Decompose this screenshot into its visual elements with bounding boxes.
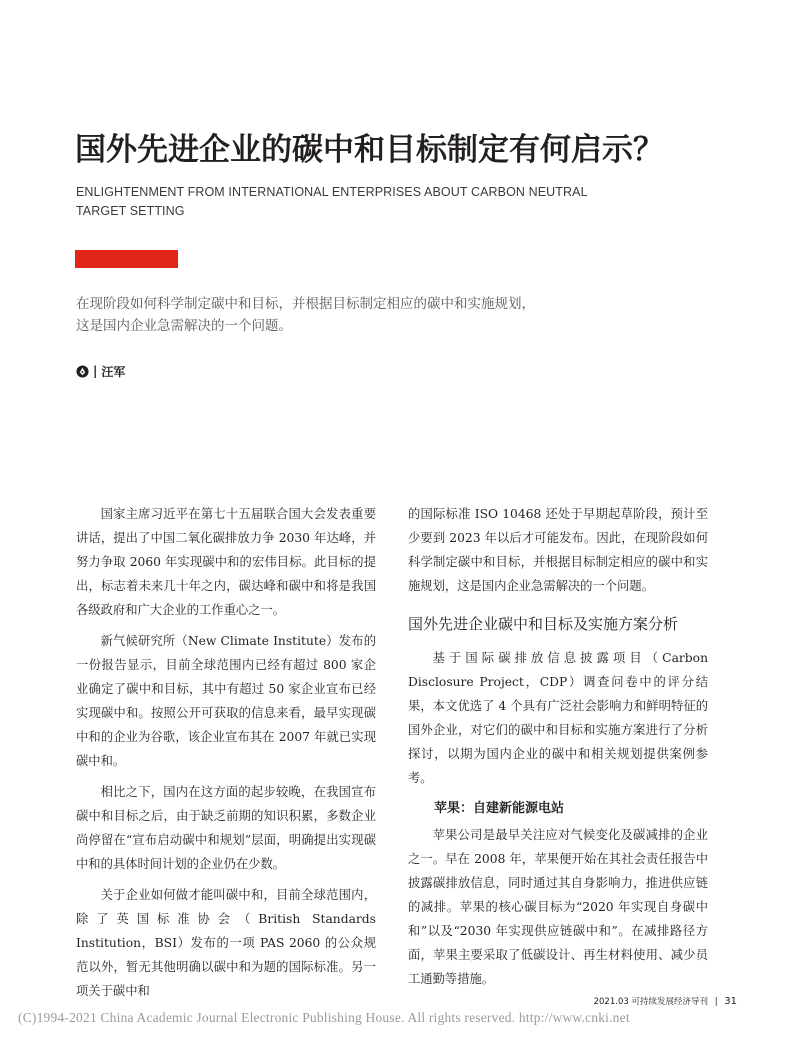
byline-separator: | [93, 364, 98, 378]
lead-line-2: 这是国内企业急需解决的一个问题。 [76, 318, 292, 334]
english-subtitle-line-2: TARGET SETTING [76, 204, 185, 218]
lead-summary [76, 293, 636, 337]
body-paragraph-continued: 的国际标准 ISO 10468 还处于早期起草阶段，预计至少要到 2023 年以后才可能发布。因此，在现阶段如何科学制定碳中和目标，并根据目标制定相应的碳中和实施规划，这是国内企业急需解决的一个问题。 [408, 507, 708, 593]
sub-heading-apple: 苹果：自建新能源电站 [434, 801, 565, 816]
body-column-left [76, 502, 376, 1010]
article-title: 国外先进企业的碳中和目标制定有何启示？ [75, 132, 664, 168]
footer-issue: 2021.03 [593, 997, 629, 1007]
body-paragraph: 国家主席习近平在第七十五届联合国大会发表重要讲话，提出了中国二氧化碳排放力争 2030 年达峰，并努力争取 2060 年实现碳中和的宏伟目标。此目标的提出，标志着未来几十年之内，碳达峰和碳中和将是我国各级政府和广大企业的工作重心之一。 [76, 507, 376, 617]
copyright-watermark: (C)1994-2021 China Academic Journal Electronic Publishing House. All rights reserved. http://www.cnki.net [18, 1010, 630, 1025]
pen-nib-icon [76, 365, 89, 378]
english-subtitle [76, 183, 616, 221]
page-number: 31 [724, 996, 737, 1007]
author-name: 汪军 [101, 364, 126, 379]
body-column-right [408, 502, 708, 998]
footer-journal: 可持续发展经济导刊 [631, 997, 708, 1007]
english-subtitle-line-1: ENLIGHTENMENT FROM INTERNATIONAL ENTERPRISES ABOUT CARBON NEUTRAL [76, 185, 588, 199]
body-paragraph: 关于企业如何做才能叫碳中和，目前全球范围内，除了英国标准协会（British Standards Institution，BSI）发布的一项 PAS 2060 的公众规范以外，暂无其他明确以碳中和为题的国际标准。另一项关于碳中和 [76, 888, 376, 998]
section-heading: 国外先进企业碳中和目标及实施方案分析 [408, 615, 679, 633]
body-paragraph: 苹果公司是最早关注应对气候变化及碳减排的企业之一。早在 2008 年，苹果便开始在其社会责任报告中披露碳排放信息，同时通过其自身影响力，推进供应链的减排。苹果的核心碳目标为“2020 年实现自身碳中和”以及“2030 年实现供应链碳中和”。在减排路径方面，苹果主要采取了低碳设计、再生材料使用、减少员工通勤等措施。 [408, 828, 708, 986]
body-paragraph: 基于国际碳排放信息披露项目（Carbon Disclosure Project，CDP）调查问卷中的评分结果，本文优选了 4 个具有广泛社会影响力和鲜明特征的国外企业，对它们的碳中和目标和实施方案进行了分析探讨，以期为国内企业的碳中和相关规划提供案例参考。 [408, 651, 708, 785]
accent-red-bar [75, 250, 178, 268]
body-paragraph: 新气候研究所（New Climate Institute）发布的一份报告显示，目前全球范围内已经有超过 800 家企业确定了碳中和目标，其中有超过 50 家企业宣布已经实现碳中和。按照公开可获取的信息来看，最早实现碳中和的企业为谷歌，该企业宣布其在 2007 年就已实现碳中和。 [76, 634, 376, 768]
lead-line-1: 在现阶段如何科学制定碳中和目标，并根据目标制定相应的碳中和实施规划， [76, 296, 535, 312]
footer-separator: | [714, 997, 718, 1007]
page-footer [594, 995, 737, 1007]
body-paragraph: 相比之下，国内在这方面的起步较晚，在我国宣布碳中和目标之后，由于缺乏前期的知识积累，多数企业尚停留在“宣布启动碳中和规划”层面，明确提出实现碳中和的具体时间计划的企业仍在少数。 [76, 785, 376, 871]
author-byline [76, 362, 125, 380]
